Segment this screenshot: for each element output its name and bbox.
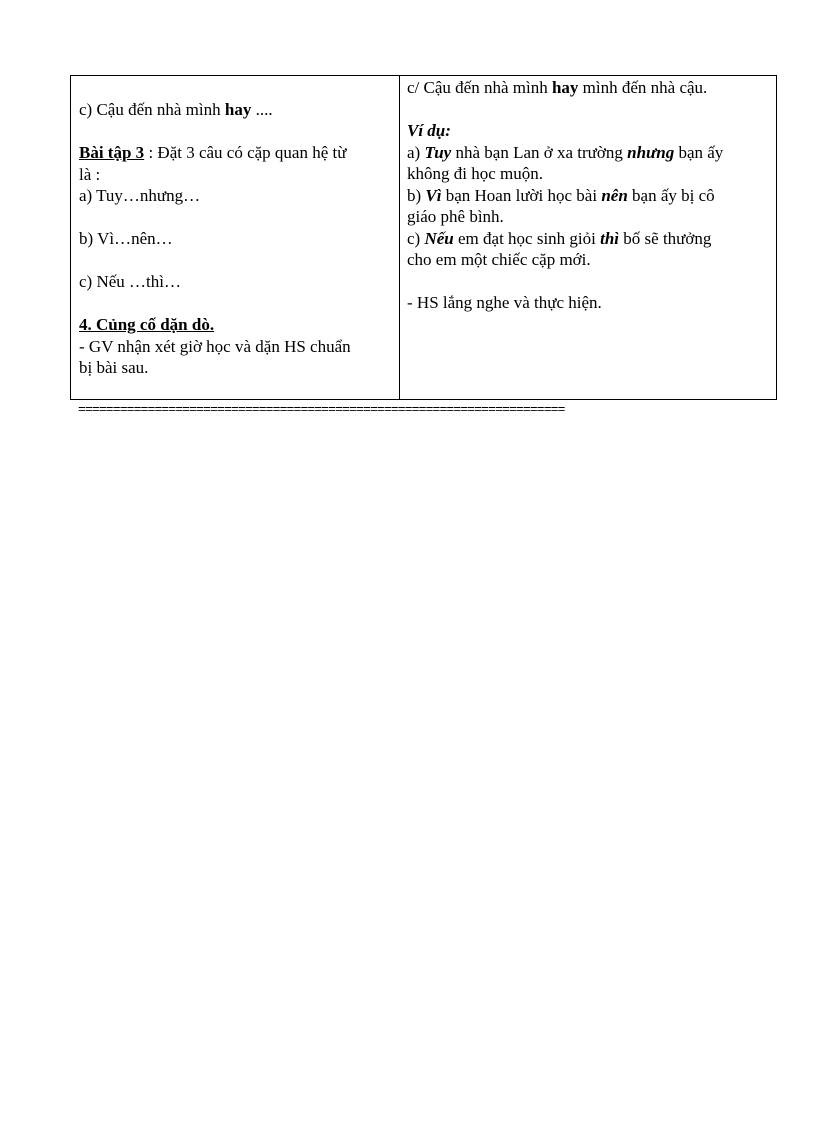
exercise2-item-c: c) Cậu đến nhà mình hay .... xyxy=(79,100,273,119)
example-label: Ví dụ: xyxy=(407,121,451,140)
exercise3-item-a: a) Tuy…nhưng… xyxy=(79,186,201,205)
exercise3-item-c: c) Nếu …thì… xyxy=(79,272,181,291)
exercise3-item-b: b) Vì…nên… xyxy=(79,229,173,248)
example-b-line2: giáo phê bình. xyxy=(407,207,504,226)
exercise3-heading: Bài tập 3 : Đặt 3 câu có cặp quan hệ từ xyxy=(79,143,347,162)
teacher-activity-column xyxy=(71,76,400,399)
answer-c: c/ Cậu đến nhà mình hay mình đến nhà cậu. xyxy=(407,78,708,97)
lesson-table xyxy=(70,75,777,400)
example-a-line1: a) Tuy nhà bạn Lan ở xa trường nhưng bạn ấy xyxy=(407,142,724,162)
section4-heading: 4. Củng cố dặn dò. xyxy=(79,315,215,334)
example-c-line2: cho em một chiếc cặp mới. xyxy=(407,250,591,269)
exercise3-title: Bài tập 3 xyxy=(79,143,145,162)
teacher-note-line1: - GV nhận xét giờ học và dặn HS chuẩn xyxy=(79,336,351,356)
exercise3-heading-cont: là : xyxy=(79,164,101,184)
student-response: - HS lắng nghe và thực hiện. xyxy=(407,293,602,312)
example-a-line2: không đi học muộn. xyxy=(407,164,543,183)
student-activity-column xyxy=(400,76,776,399)
example-c-line1: c) Nếu em đạt học sinh giỏi thì bố sẽ thưởng xyxy=(407,228,712,248)
example-b-line1: b) Vì bạn Hoan lười học bài nên bạn ấy bị cô xyxy=(407,185,715,205)
teacher-note-line2: bị bài sau. xyxy=(79,358,149,377)
separator-line: ====================================================================== xyxy=(78,402,565,417)
